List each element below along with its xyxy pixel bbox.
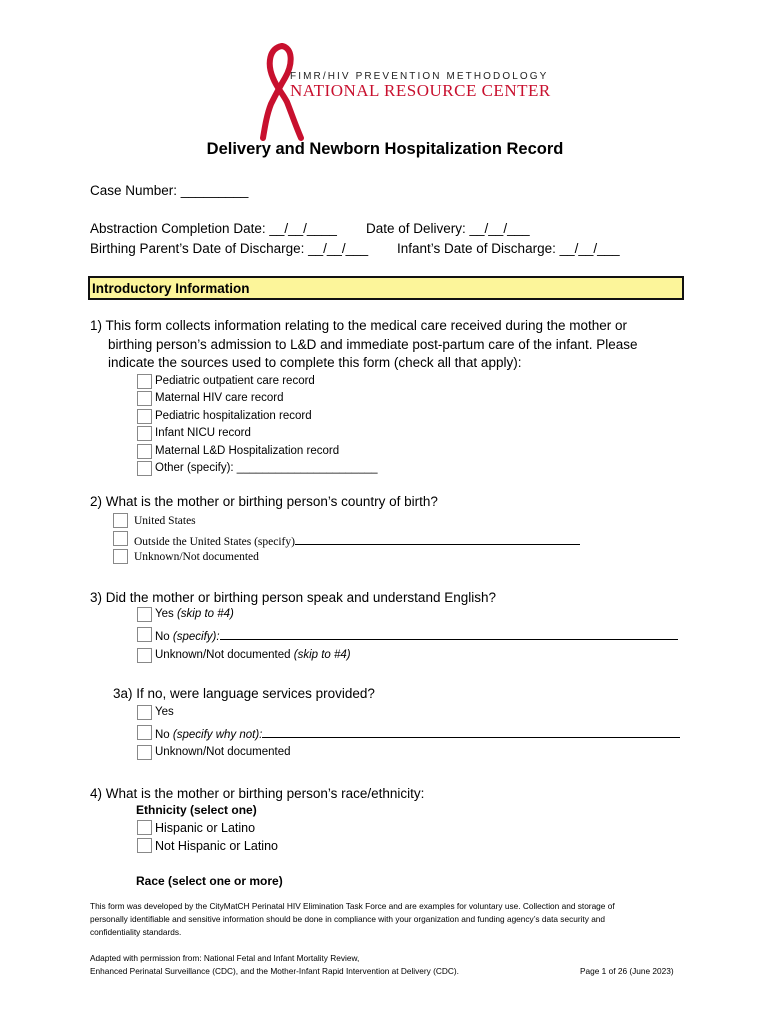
adapted-line: Enhanced Perinatal Surveillance (CDC), and the Mother-Infant Rapid Intervention at Delivery (CDC). — [90, 966, 459, 976]
checkbox-yes[interactable] — [137, 607, 152, 622]
checkbox-outside-us[interactable] — [113, 531, 128, 546]
adapted-note — [90, 952, 570, 978]
question-1-line-1: 1) This form collects information relating to the medical care received during the mother or — [90, 318, 627, 333]
option-label: Outside the United States (specify) — [134, 536, 295, 548]
option-note: (specify): — [172, 631, 220, 643]
option-no — [155, 726, 680, 741]
question-3a: 3a) If no, were language services provided? — [113, 686, 375, 701]
disclaimer-line: personally identifiable and sensitive information should be done in compliance with your organization and funding agency’s data security and — [90, 914, 606, 924]
checkbox-maternal-hiv[interactable] — [137, 391, 152, 406]
question-4: 4) What is the mother or birthing person’s race/ethnicity: — [90, 786, 425, 801]
checkbox-yes[interactable] — [137, 705, 152, 720]
option-no — [155, 628, 678, 643]
checkbox-united-states[interactable] — [113, 513, 128, 528]
section-header — [88, 276, 684, 300]
adapted-line: Adapted with permission from: National Fetal and Infant Mortality Review, — [90, 953, 360, 963]
disclaimer-line: This form was developed by the CityMatCH Perinatal HIV Elimination Task Force and are examples for voluntary use. Collection and storage of — [90, 901, 615, 911]
option-label: Pediatric hospitalization record — [155, 410, 312, 422]
checkbox-not-hispanic[interactable] — [137, 838, 152, 853]
option-label: Infant NICU record — [155, 427, 251, 439]
checkbox-pediatric-hospitalization[interactable] — [137, 409, 152, 424]
checkbox-maternal-ld[interactable] — [137, 444, 152, 459]
option-label: Yes — [155, 608, 174, 620]
ethnicity-label: Ethnicity (select one) — [136, 803, 257, 817]
checkbox-other[interactable] — [137, 461, 152, 476]
option-outside-us — [134, 533, 580, 548]
question-3: 3) Did the mother or birthing person speak and understand English? — [90, 590, 496, 605]
option-label: No — [155, 729, 170, 741]
option-note: (skip to #4) — [293, 649, 351, 661]
specify-line[interactable] — [220, 628, 678, 640]
question-2: 2) What is the mother or birthing person’s country of birth? — [90, 494, 438, 509]
option-note: (skip to #4) — [176, 608, 234, 620]
checkbox-no[interactable] — [137, 627, 152, 642]
option-unknown — [155, 649, 351, 661]
infant-discharge-field[interactable]: Infant’s Date of Discharge: __/__/___ — [397, 241, 620, 256]
option-label: Unknown/Not documented — [155, 746, 291, 758]
option-label: Yes — [155, 706, 174, 718]
question-1-line-2: birthing person’s admission to L&D and immediate post-partum care of the infant. Please — [108, 336, 638, 352]
option-label: Hispanic or Latino — [155, 821, 256, 835]
page-title: Delivery and Newborn Hospitalization Record — [206, 140, 564, 158]
option-label: Pediatric outpatient care record — [155, 375, 315, 387]
checkbox-hispanic[interactable] — [137, 820, 152, 835]
checkbox-pediatric-outpatient[interactable] — [137, 374, 152, 389]
option-label: No — [155, 631, 170, 643]
disclaimer — [90, 900, 690, 939]
delivery-date-field[interactable]: Date of Delivery: __/__/___ — [366, 221, 530, 236]
option-note: (specify why not): — [172, 729, 263, 741]
question-1-line-3: indicate the sources used to complete this form (check all that apply): — [108, 355, 522, 370]
checkbox-unknown[interactable] — [113, 549, 128, 564]
option-yes — [155, 608, 234, 620]
option-label: Unknown/Not documented — [155, 649, 291, 661]
option-label: United States — [134, 515, 196, 527]
checkbox-no[interactable] — [137, 725, 152, 740]
specify-line[interactable] — [262, 726, 680, 738]
section-title: Introductory Information — [92, 281, 250, 296]
disclaimer-line: confidentiality standards. — [90, 927, 182, 937]
option-label: Maternal HIV care record — [155, 392, 284, 404]
checkbox-unknown[interactable] — [137, 648, 152, 663]
checkbox-infant-nicu[interactable] — [137, 426, 152, 441]
option-label: Maternal L&D Hospitalization record — [155, 445, 340, 457]
parent-discharge-field[interactable]: Birthing Parent’s Date of Discharge: __/__/___ — [90, 241, 369, 256]
abstraction-date-field[interactable]: Abstraction Completion Date: __/__/____ — [90, 221, 337, 236]
option-label: Other (specify): ______________________ — [155, 462, 378, 474]
checkbox-unknown[interactable] — [137, 745, 152, 760]
case-number-field[interactable]: Case Number: _________ — [90, 183, 249, 198]
question-1 — [90, 317, 690, 373]
page-number: Page 1 of 26 (June 2023) — [580, 966, 674, 976]
race-label: Race (select one or more) — [136, 874, 283, 888]
logo-subtitle: FIMR/HIV PREVENTION METHODOLOGY — [290, 71, 549, 82]
option-label: Not Hispanic or Latino — [155, 839, 278, 853]
option-label: Unknown/Not documented — [134, 551, 259, 563]
specify-line[interactable] — [295, 533, 580, 545]
logo-title: NATIONAL RESOURCE CENTER — [290, 81, 551, 100]
